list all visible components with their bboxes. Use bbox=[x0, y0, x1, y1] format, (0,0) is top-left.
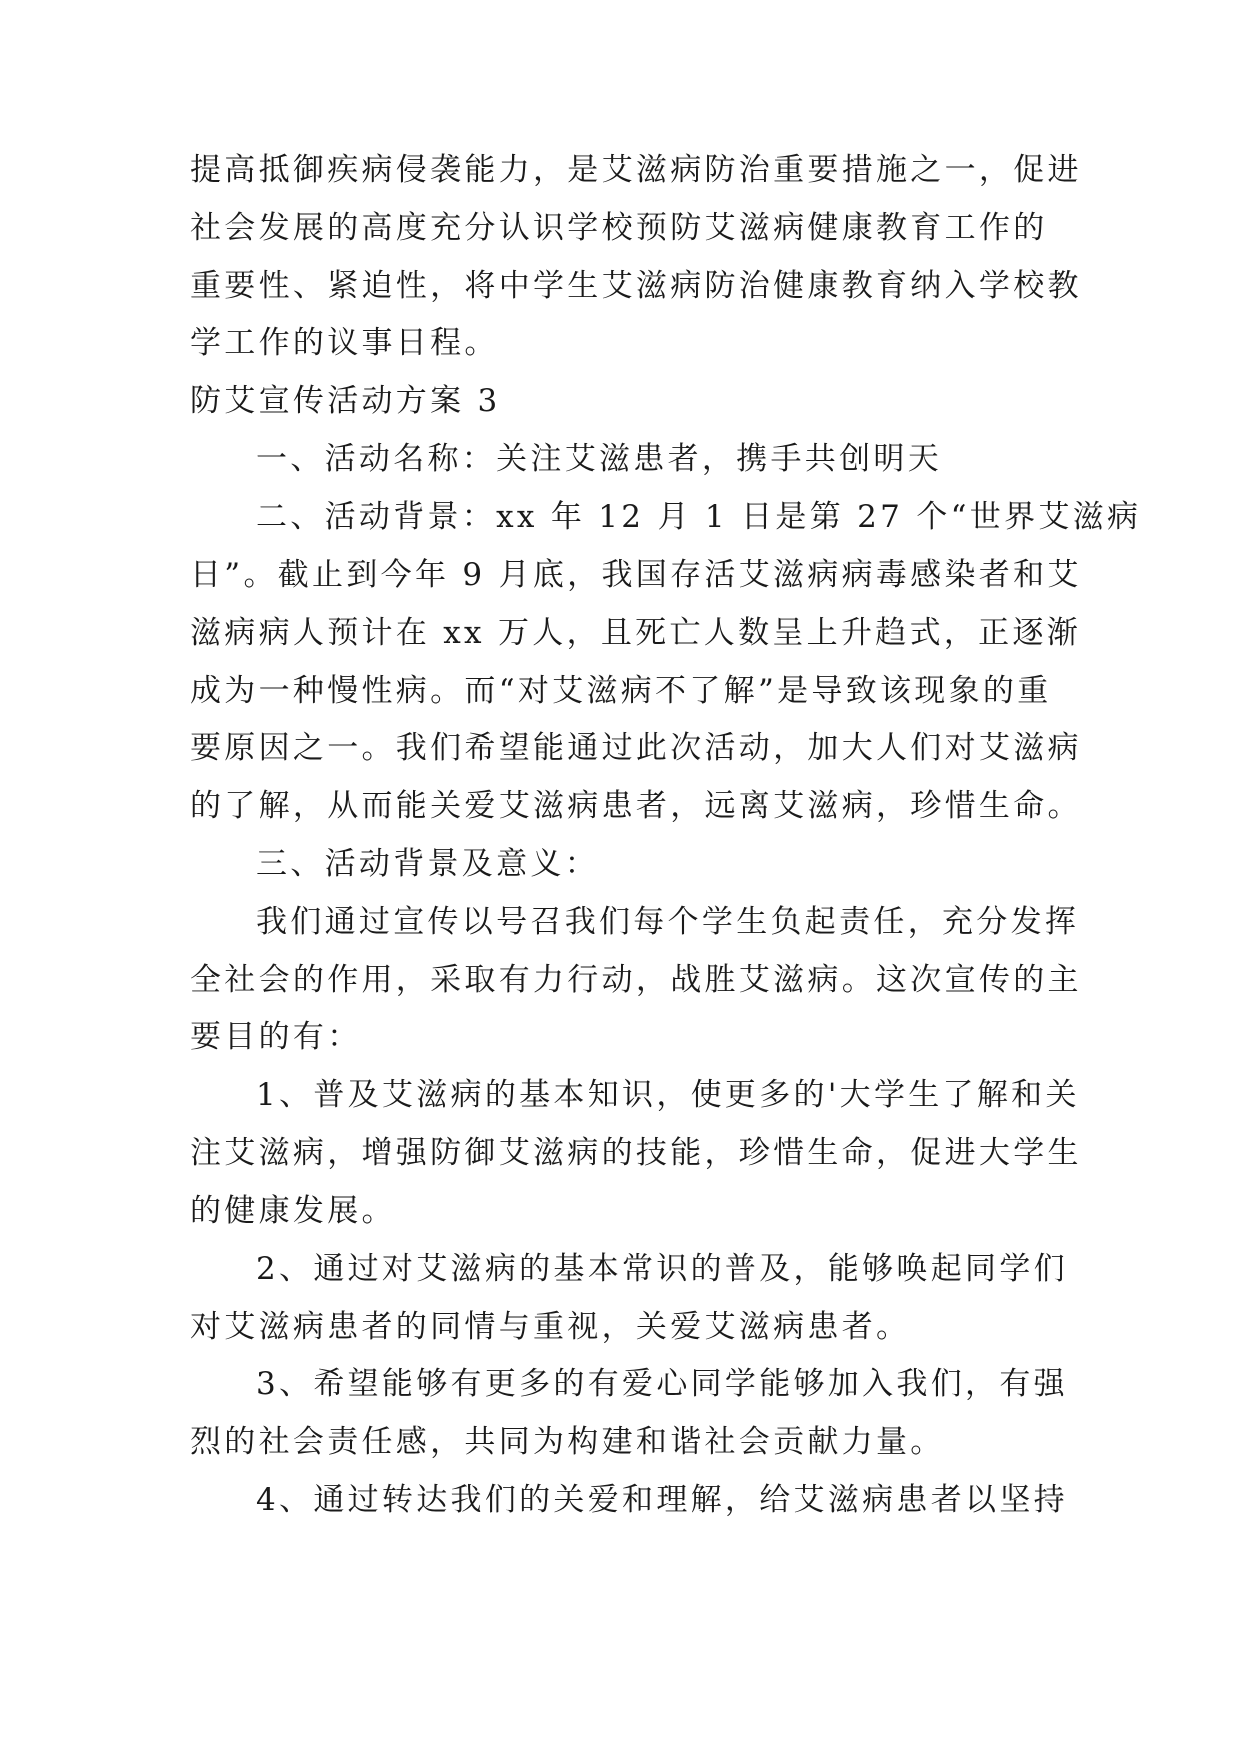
text-line: 一、活动名称：关注艾滋患者，携手共创明天 bbox=[256, 441, 942, 477]
text-line: 社会发展的高度充分认识学校预防艾滋病健康教育工作的 bbox=[190, 210, 1048, 246]
text-line: 成为一种慢性病。而“对艾滋病不了解”是导致该现象的重 bbox=[190, 673, 1052, 709]
text-line: 注艾滋病，增强防御艾滋病的技能，珍惜生命，促进大学生 bbox=[190, 1135, 1082, 1171]
text-line: 要目的有： bbox=[190, 1019, 362, 1055]
text-line: 对艾滋病患者的同情与重视，关爱艾滋病患者。 bbox=[190, 1309, 911, 1345]
text-line: 全社会的作用，采取有力行动，战胜艾滋病。这次宣传的主 bbox=[190, 962, 1082, 998]
text-line: 2、通过对艾滋病的基本常识的普及，能够唤起同学们 bbox=[256, 1251, 1068, 1287]
text-line: 重要性、紧迫性，将中学生艾滋病防治健康教育纳入学校教 bbox=[190, 268, 1082, 304]
text-line: 滋病病人预计在 xx 万人，且死亡人数呈上升趋式，正逐渐 bbox=[190, 615, 1082, 651]
text-line: 二、活动背景：xx 年 12 月 1 日是第 27 个“世界艾滋病 bbox=[256, 499, 1142, 535]
text-line: 我们通过宣传以号召我们每个学生负起责任，充分发挥 bbox=[256, 904, 1080, 940]
text-line: 3、希望能够有更多的有爱心同学能够加入我们，有强 bbox=[256, 1366, 1068, 1402]
text-line: 日”。截止到今年 9 月底，我国存活艾滋病病毒感染者和艾 bbox=[190, 557, 1082, 593]
section-heading: 防艾宣传活动方案 3 bbox=[190, 383, 501, 419]
text-line: 的健康发展。 bbox=[190, 1193, 396, 1229]
text-line: 提高抵御疾病侵袭能力，是艾滋病防治重要措施之一，促进 bbox=[190, 152, 1082, 188]
text-line: 三、活动背景及意义： bbox=[256, 846, 599, 882]
text-line: 学工作的议事日程。 bbox=[190, 325, 499, 361]
text-line: 1、普及艾滋病的基本知识，使更多的'大学生了解和关 bbox=[256, 1077, 1080, 1113]
text-line: 烈的社会责任感，共同为构建和谐社会贡献力量。 bbox=[190, 1424, 945, 1460]
text-line: 4、通过转达我们的关爱和理解，给艾滋病患者以坚持 bbox=[256, 1482, 1068, 1518]
text-line: 要原因之一。我们希望能通过此次活动，加大人们对艾滋病 bbox=[190, 730, 1082, 766]
text-line: 的了解，从而能关爱艾滋病患者，远离艾滋病，珍惜生命。 bbox=[190, 788, 1082, 824]
